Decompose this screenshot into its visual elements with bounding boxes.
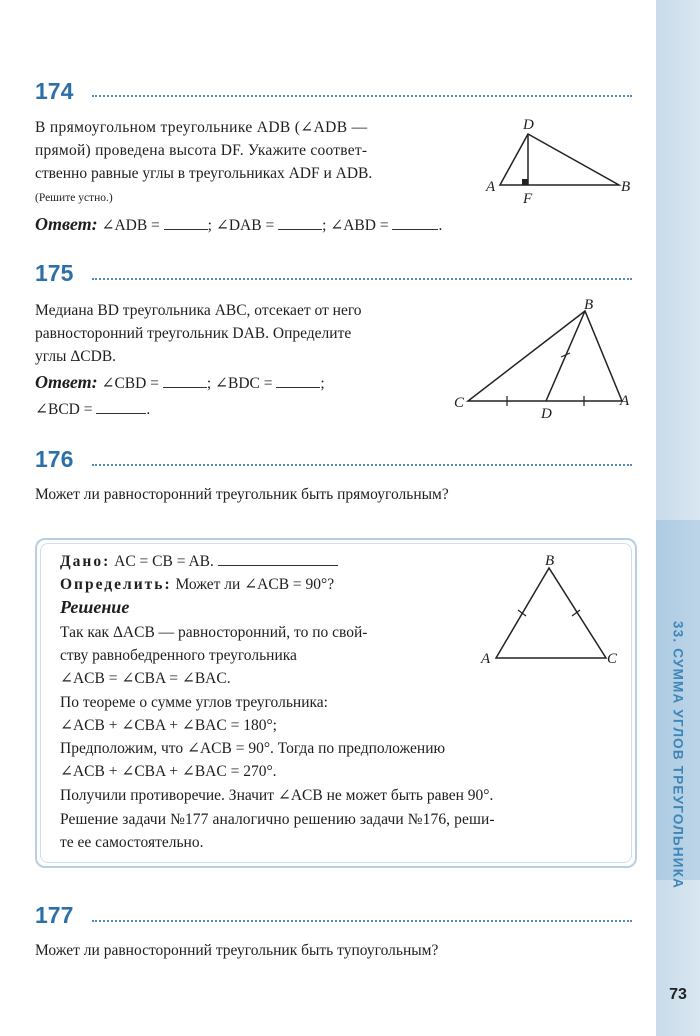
median-bd	[546, 311, 585, 401]
find-text: Может ли ∠ACB = 90°?	[175, 576, 335, 593]
text-line: углы ΔCDB.	[35, 348, 117, 365]
answer-blank[interactable]	[392, 215, 438, 230]
vertex-label: A	[620, 393, 630, 409]
problem-176-question: Может ли равносторонний треугольник быть прямоугольным?	[35, 486, 449, 503]
problem-175-divider	[92, 278, 632, 280]
chapter-title: 33. СУММА УГЛОВ ТРЕУГОЛЬНИКА	[670, 620, 686, 890]
text-line: По теореме о сумме углов треугольника:	[60, 694, 328, 711]
problem-174-answer	[35, 214, 442, 236]
problem-175-number: 175	[35, 260, 74, 286]
vertex-label: D	[523, 117, 534, 133]
problem-174-number: 174	[35, 78, 74, 104]
answer-blank[interactable]	[278, 215, 322, 230]
text-line: Так как ΔACB — равносторонний, то по свой-	[60, 624, 368, 641]
text-line: ∠ACB + ∠CBA + ∠BAC = 180°;	[60, 717, 277, 734]
given-text: AC = CB = AB.	[114, 553, 214, 570]
given-label: Дано:	[60, 553, 111, 570]
figure-176-triangle	[475, 550, 635, 670]
answer-part: ∠ADB =	[101, 217, 160, 234]
text-line: ственно равные углы в треугольниках ADF и ADB.	[35, 165, 373, 182]
vertex-label: B	[584, 297, 594, 313]
problem-176-number: 176	[35, 446, 74, 472]
text-line: Получили противоречие. Значит ∠ACB не может быть равен 90°.	[60, 787, 494, 804]
vertex-label: B	[545, 553, 555, 569]
text-line: В прямоугольном треугольнике ADB (∠ADB —	[35, 119, 368, 136]
given-blank[interactable]	[218, 551, 338, 566]
text-line: ∠ACB = ∠CBA = ∠BAC.	[60, 670, 231, 687]
answer-part: .	[146, 401, 151, 418]
answer-part: ; ∠DAB =	[207, 217, 275, 234]
problem-177-question: Может ли равносторонний треугольник быть тупоугольным?	[35, 942, 439, 959]
text-line: прямой) проведена высота DF. Укажите соответ-	[35, 142, 368, 159]
answer-part: ; ∠BDC =	[206, 375, 273, 392]
text-line: Решение задачи №177 аналогично решению задачи №176, реши-	[60, 811, 495, 828]
find-label: Определить:	[60, 576, 172, 593]
vertex-label: A	[486, 179, 496, 195]
given-line	[60, 551, 338, 572]
answer-blank[interactable]	[163, 373, 207, 388]
right-angle-mark	[522, 179, 528, 185]
problem-175-answer	[35, 372, 325, 394]
triangle-acb	[496, 568, 606, 658]
figure-175-triangle	[450, 295, 640, 430]
answer-label: Ответ:	[35, 372, 98, 392]
text-line: Предположим, что ∠ACB = 90°. Тогда по предположению	[60, 740, 446, 757]
text-line: Медиана BD треугольника ABC, отсекает от него	[35, 302, 362, 319]
vertex-label: F	[523, 191, 533, 207]
triangle-abc	[468, 311, 622, 401]
problem-note: (Решите устно.)	[35, 192, 113, 204]
answer-part: .	[438, 217, 443, 234]
solution-label: Решение	[60, 597, 130, 617]
vertex-label: A	[481, 651, 491, 667]
find-line	[60, 574, 334, 595]
problem-176-divider	[92, 464, 632, 466]
problem-174-divider	[92, 95, 632, 97]
text-line: ∠ACB + ∠CBA + ∠BAC = 270°.	[60, 763, 277, 780]
answer-part: ∠CBD =	[101, 375, 159, 392]
problem-175-answer-line2	[35, 399, 150, 420]
answer-label: Ответ:	[35, 214, 98, 234]
text-line: равносторонний треугольник DAB. Определите	[35, 325, 352, 342]
triangle-adb	[500, 134, 619, 185]
page-number: 73	[669, 986, 687, 1003]
vertex-label: B	[621, 179, 631, 195]
vertex-label: C	[607, 651, 618, 667]
answer-part: ;	[320, 375, 325, 392]
text-line: те ее самостоятельно.	[60, 834, 204, 851]
problem-177-divider	[92, 920, 632, 922]
answer-part: ∠BCD =	[35, 401, 93, 418]
vertex-label: D	[541, 406, 552, 422]
answer-part: ; ∠ABD =	[322, 217, 389, 234]
text-line: ству равнобедренного треугольника	[60, 647, 297, 664]
figure-174-triangle	[478, 112, 638, 212]
vertex-label: C	[454, 395, 465, 411]
answer-blank[interactable]	[164, 215, 208, 230]
problem-177-number: 177	[35, 902, 74, 928]
answer-blank[interactable]	[276, 373, 320, 388]
answer-blank[interactable]	[96, 399, 146, 414]
